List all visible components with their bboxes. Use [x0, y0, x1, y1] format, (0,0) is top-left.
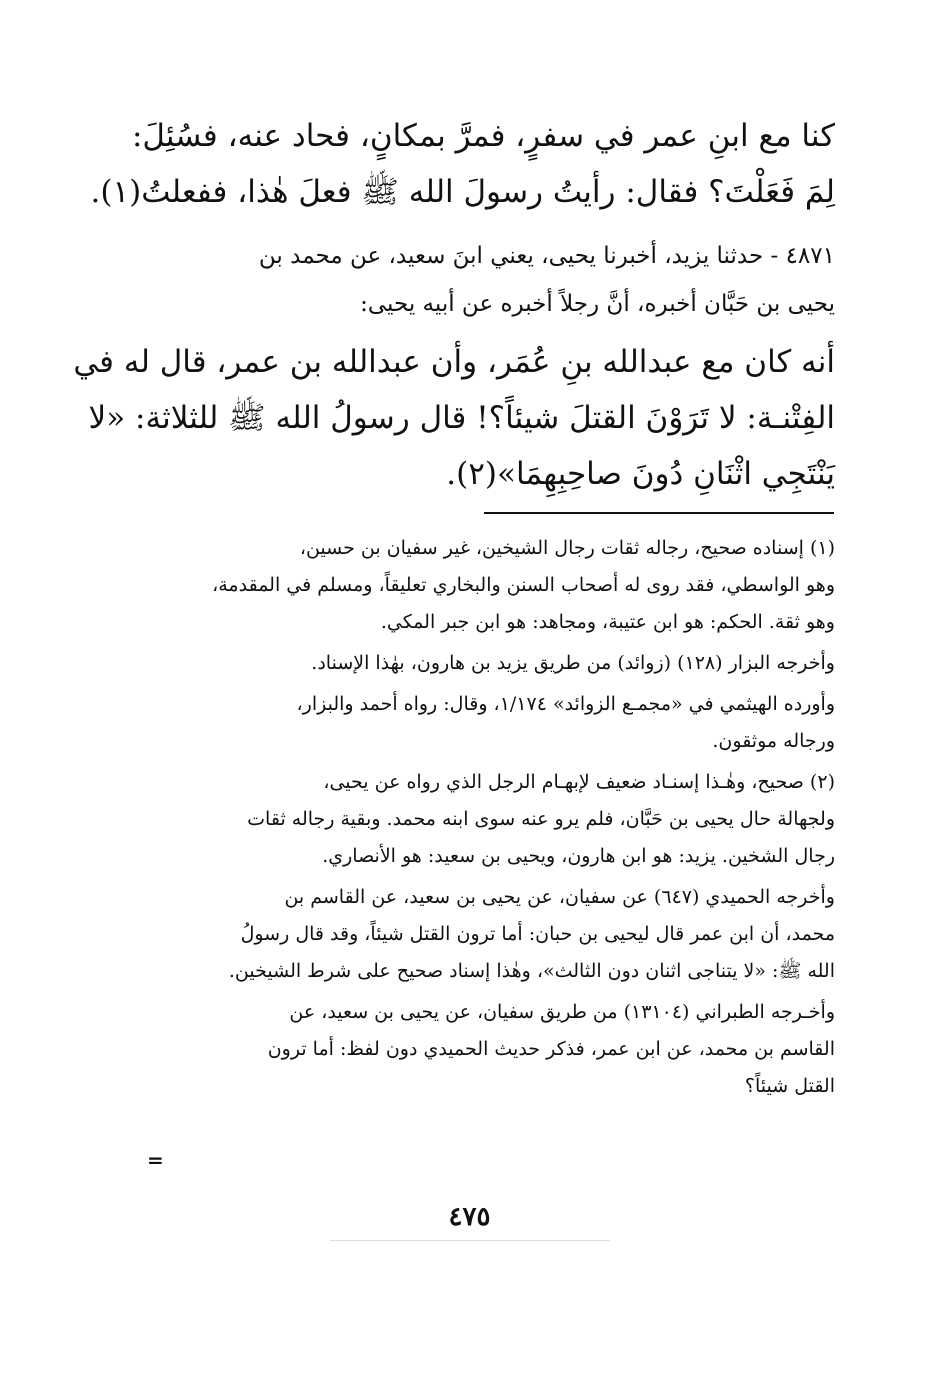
text-line: يَنْتَجِي اثْنَانِ دُونَ صاحِبِهِمَا»(٢).	[446, 456, 835, 492]
text-line: رجال الشخين. يزيد: هو ابن هارون، ويحيى بن سعيد: هو الأنصاري.	[322, 845, 835, 867]
footnote-paragraph	[130, 530, 835, 641]
hadith-4870-ending	[90, 108, 835, 220]
text-line: يحيى بن حَبَّان أخبره، أنَّ رجلاً أخبره عن أبيه يحيى:	[360, 291, 835, 317]
text-line: وأورده الهيثمي في «مجمـع الزوائد» ١/١٧٤، وقال: رواه أحمد والبزار،	[296, 693, 835, 715]
text-line: وأخرجه البزار (١٢٨) (زوائد) من طريق يزيد بن هارون، بهٰذا الإسناد.	[311, 652, 835, 674]
text-line: (٢) صحيح، وهٰـذا إسنـاد ضعيف لإبهـام الرجل الذي رواه عن يحيى،	[323, 771, 835, 793]
text-line: لِمَ فَعَلْتَ؟ فقال: رأيتُ رسولَ الله ﷺ فعلَ هٰذا، ففعلتُ(١).	[90, 174, 835, 210]
footnote-paragraph	[130, 994, 835, 1105]
footnote-paragraph	[130, 686, 835, 760]
text-line: وأخرجه الحميدي (٦٤٧) عن سفيان، عن يحيى بن سعيد، عن القاسم بن	[284, 886, 835, 908]
footnote-paragraph	[130, 879, 835, 990]
text-line: أنه كان مع عبدالله بنِ عُمَر، وأن عبدالله بن عمر، قال له في	[73, 344, 835, 380]
text-line: الله ﷺ: «لا يتناجى اثنان دون الثالث»، وهٰذا إسناد صحيح على شرط الشيخين.	[228, 960, 835, 982]
continuation-mark: =	[147, 1148, 164, 1172]
text-line: وهو الواسطي، فقد روى له أصحاب السنن والبخاري تعليقاً، ومسلم في المقدمة،	[212, 574, 835, 596]
text-line: ولجهالة حال يحيى بن حَبَّان، فلم يرو عنه سوى ابنه محمد. وبقية رجاله ثقات	[247, 808, 835, 830]
text-line: ورجاله موثقون.	[712, 730, 835, 752]
text-line: محمد، أن ابن عمر قال ليحيى بن حبان: أما ترون القتل شيئاً، وقد قال رسولُ	[240, 923, 835, 945]
footnote-separator	[484, 512, 834, 514]
text-line: (١) إسناده صحيح، رجاله ثقات رجال الشيخين، غير سفيان بن حسين،	[299, 537, 835, 559]
text-line: القاسم بن محمد، عن ابن عمر، فذكر حديث الحميدي دون لفظ: أما ترون	[267, 1038, 835, 1060]
hadith-4871-matn	[73, 334, 835, 502]
footnote-paragraph	[130, 645, 835, 682]
footnotes	[130, 530, 835, 1109]
text-line: القتل شيئاً؟	[744, 1075, 835, 1097]
hadith-4871-isnad	[130, 232, 835, 328]
footnote-paragraph	[130, 764, 835, 875]
text-line: وهو ثقة. الحكم: هو ابن عتيبة، ومجاهد: هو ابن جبر المكي.	[380, 611, 835, 633]
text-line: الفِتْنـة: لا تَرَوْنَ القتلَ شيئاً؟! قال رسولُ الله ﷺ للثلاثة: «لا	[88, 400, 835, 436]
bottom-rule	[330, 1240, 610, 1241]
text-line: وأخـرجه الطبراني (١٣١٠٤) من طريق سفيان، عن يحيى بن سعيد، عن	[289, 1001, 835, 1023]
text-line: ٤٨٧١ - حدثنا يزيد، أخبرنا يحيى، يعني ابنَ سعيد، عن محمد بن	[258, 243, 835, 269]
page-number: ٤٧٥	[448, 1202, 491, 1232]
text-line: كنا مع ابنِ عمر في سفرٍ، فمرَّ بمكانٍ، فحاد عنه، فسُئِلَ:	[131, 118, 835, 154]
